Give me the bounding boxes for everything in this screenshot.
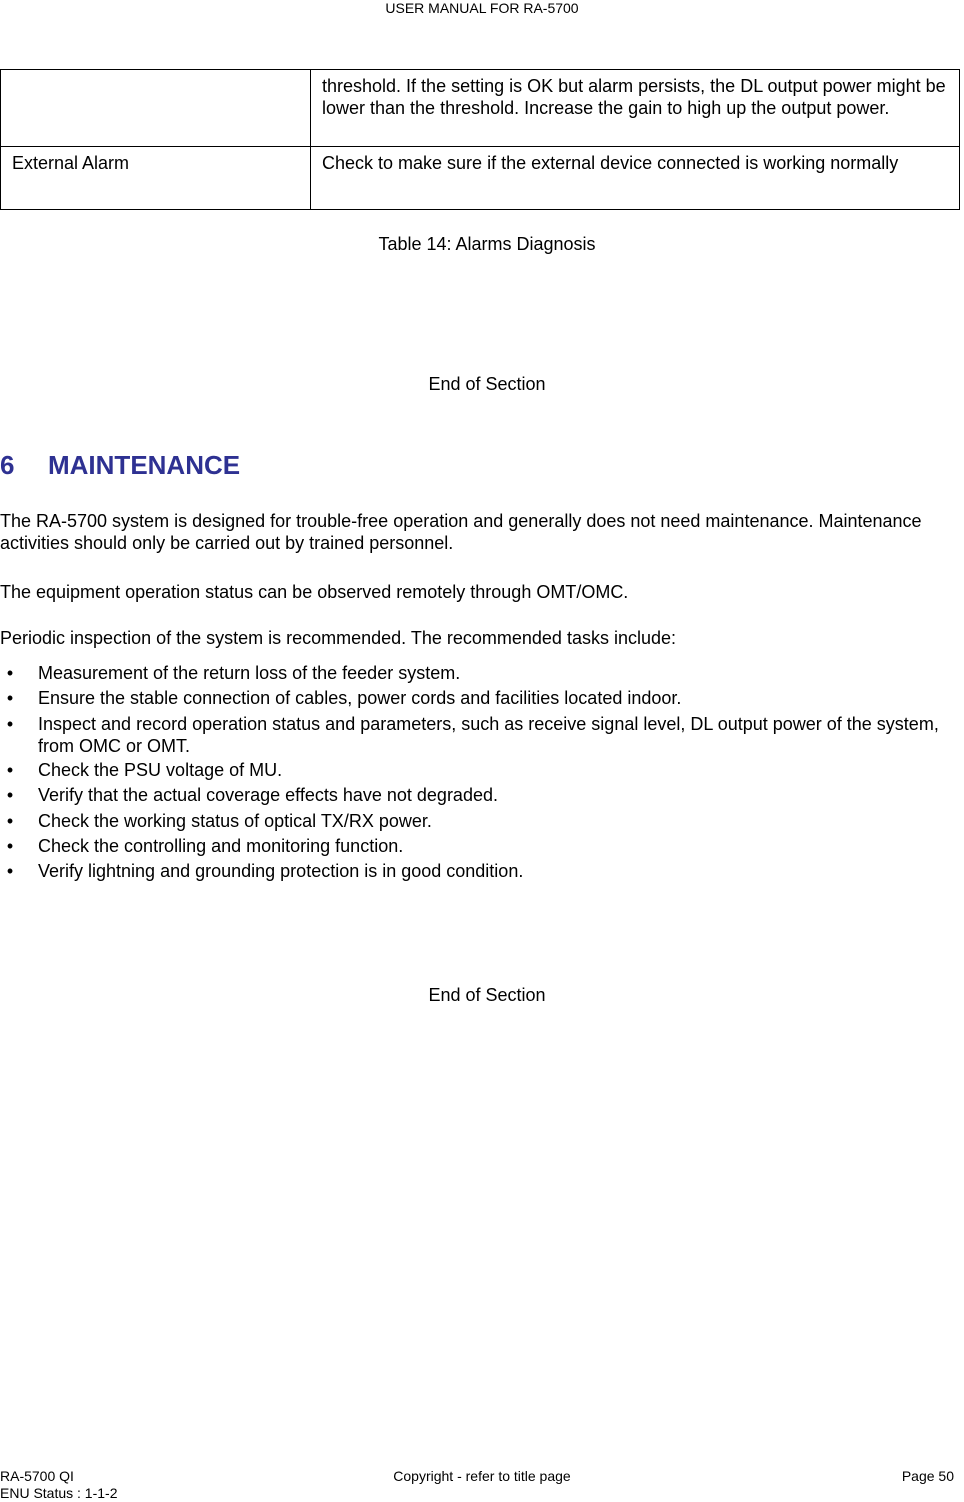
- list-item-text: Check the controlling and monitoring function.: [38, 835, 404, 856]
- bullet-icon: •: [6, 810, 14, 831]
- list-item-text: Check the PSU voltage of MU.: [38, 759, 283, 780]
- section-title: MAINTENANCE: [48, 450, 241, 480]
- list-item: [0, 713, 964, 757]
- section-number: 6: [0, 450, 15, 480]
- table-row: [1, 147, 960, 210]
- list-item-text: Measurement of the return loss of the feeder system.: [38, 663, 461, 683]
- action-cell: Check to make sure if the external device connected is working normally: [311, 147, 960, 210]
- bullet-icon: •: [6, 759, 14, 780]
- alarm-cell: External Alarm: [1, 147, 311, 210]
- list-item: [0, 687, 964, 709]
- alarms-diagnosis-table: [0, 69, 960, 210]
- footer-page-number: Page 50: [901, 1468, 954, 1484]
- table-caption: Table 14: Alarms Diagnosis: [378, 234, 596, 254]
- footer-doc-id: RA-5700 QI: [0, 1468, 74, 1484]
- list-item: [0, 759, 964, 781]
- footer-status: ENU Status : 1-1-2: [0, 1485, 118, 1501]
- status-paragraph: The equipment operation status can be observed remotely through OMT/OMC.: [0, 582, 629, 602]
- bullet-icon: •: [6, 835, 14, 856]
- bullet-icon: •: [6, 688, 14, 709]
- alarm-cell: [1, 70, 311, 147]
- end-of-section-label: End of Section: [428, 374, 546, 394]
- list-item: [0, 662, 964, 684]
- footer-copyright: Copyright - refer to title page: [393, 1468, 571, 1484]
- list-item: [0, 784, 964, 806]
- list-item-text: Inspect and record operation status and parameters, such as receive signal level, DL output power of the system, from OMC or OMT.: [38, 713, 939, 756]
- table-row: [1, 70, 960, 147]
- action-cell: threshold. If the setting is OK but alarm persists, the DL output power might be lower than the threshold. Increase the gain to high up the output power.: [311, 70, 960, 147]
- bullet-icon: •: [6, 861, 14, 882]
- list-item-text: Verify that the actual coverage effects have not degraded.: [38, 785, 498, 806]
- list-item-text: Check the working status of optical TX/RX power.: [38, 810, 432, 831]
- section-heading: [0, 449, 240, 481]
- intro-paragraph: The RA-5700 system is designed for trouble-free operation and generally does not need maintenance. Maintenance activities should only be carried out by trained personnel.: [0, 511, 922, 553]
- maintenance-task-list: [0, 662, 964, 886]
- list-item: [0, 860, 964, 882]
- list-item: [0, 835, 964, 857]
- bullet-icon: •: [6, 713, 14, 734]
- list-item-text: Verify lightning and grounding protection is in good condition.: [38, 861, 524, 882]
- list-item: [0, 810, 964, 832]
- end-of-section-label: End of Section: [428, 985, 546, 1005]
- list-item-text: Ensure the stable connection of cables, power cords and facilities located indoor.: [38, 688, 682, 709]
- running-header: USER MANUAL FOR RA-5700: [385, 0, 579, 16]
- bullet-icon: •: [6, 785, 14, 806]
- bullet-icon: •: [6, 663, 14, 683]
- inspection-paragraph: Periodic inspection of the system is recommended. The recommended tasks include:: [0, 628, 676, 648]
